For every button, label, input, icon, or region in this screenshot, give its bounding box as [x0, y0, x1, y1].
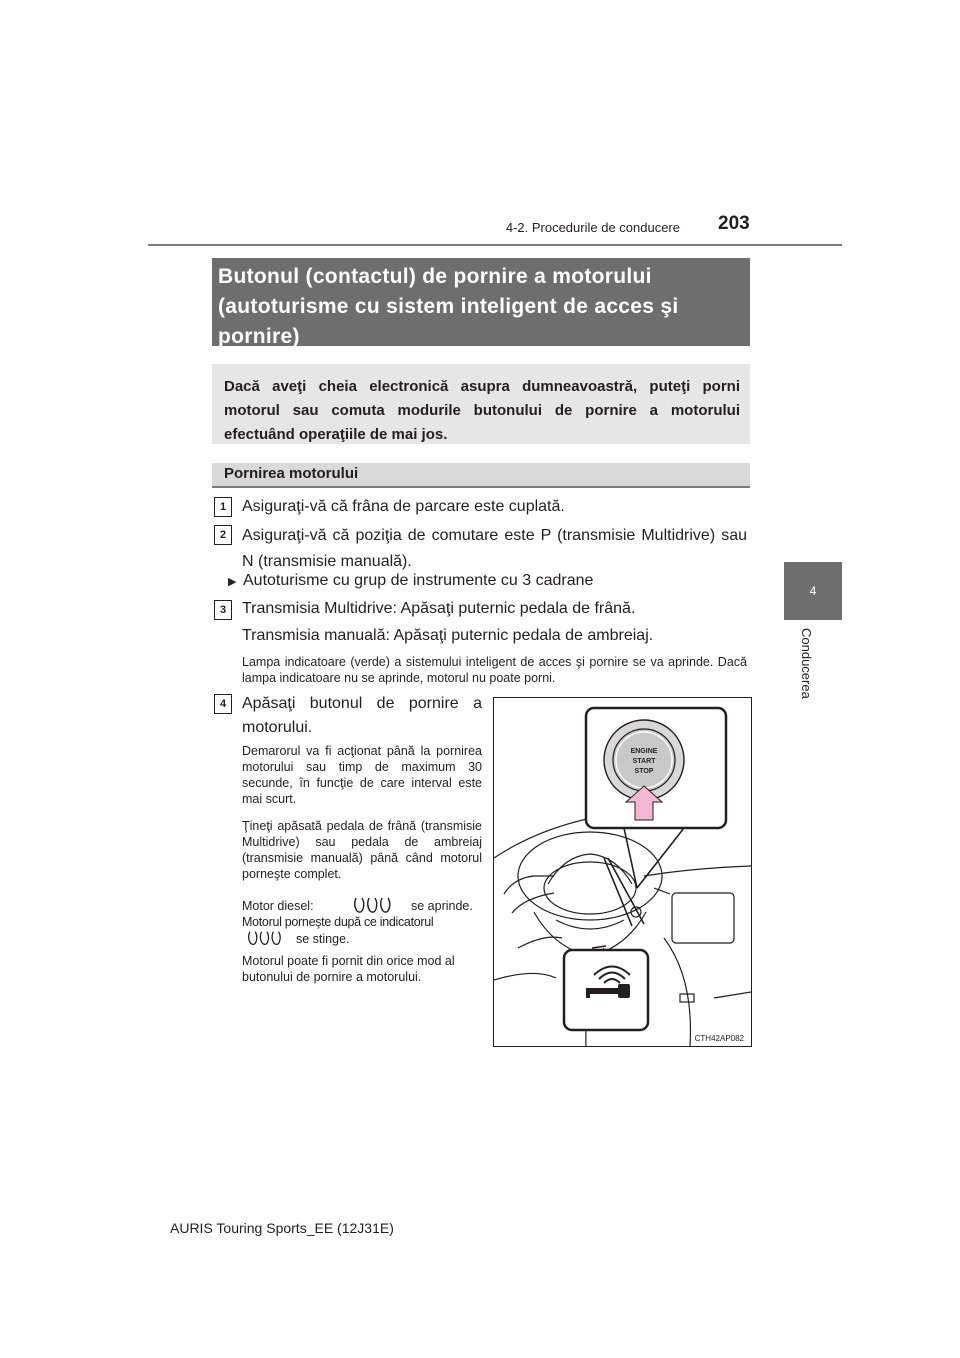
step-text: Asiguraţi-vă că poziţia de comutare este P (transmisie Multidrive) sau N (transmisie manuală). [242, 527, 747, 570]
step-note: se stinge. [296, 932, 350, 946]
section-header: 4-2. Procedurile de conducere [505, 220, 680, 235]
subheading [212, 463, 750, 488]
header-rule [148, 244, 842, 246]
step-note: Motorul porneşte după ce indicatorul [242, 915, 434, 929]
step-number: 1 [214, 497, 232, 517]
bullet-text: Autoturisme cu grup de instrumente cu 3 cadrane [243, 572, 594, 589]
step-text: Apăsaţi butonul de pornire a motorului. [242, 695, 482, 736]
button-text-engine: ENGINE [630, 748, 658, 755]
step-note: se aprinde. [411, 899, 473, 913]
step-note: Motorul poate fi pornit din orice mod al butonului de pornire a motorului. [242, 954, 455, 984]
step-text: Transmisia manuală: Apăsaţi puternic pedala de ambreiaj. [242, 627, 654, 644]
chapter-label: Conducerea [799, 628, 814, 699]
subheading-text: Pornirea motorului [224, 465, 359, 482]
step-note: Lampa indicatoare (verde) a sistemului inteligent de acces şi pornire se va aprinde. Dacă lampa indicatoare nu se aprinde, motorul nu poate porni. [242, 655, 747, 685]
step-number: 2 [214, 525, 232, 545]
intro-box [212, 364, 750, 444]
glow-plug-icon [352, 895, 396, 915]
step-number: 3 [214, 600, 232, 620]
title-line: (autoturisme cu sistem inteligent de acces şi [218, 295, 679, 318]
step-note: Demarorul va fi acţionat până la pornirea motorului sau timp de maximum 30 secunde, în funcţie de care interval este mai scurt. [242, 744, 482, 806]
step-text: Asiguraţi-vă că frâna de parcare este cuplată. [242, 498, 565, 515]
page-title [212, 258, 750, 346]
title-line: Butonul (contactul) de pornire a motorului [218, 265, 652, 288]
page-number: 203 [718, 213, 750, 234]
step-note: Ţineţi apăsată pedala de frână (transmisie Multidrive) sau pedala de ambreiaj (transmisie manuală) până când motorul porneşte complet. [242, 819, 482, 881]
step-text: Transmisia Multidrive: Apăsaţi puternic pedala de frână. [242, 600, 636, 617]
triangle-bullet-icon: ▶ [228, 576, 237, 588]
illustration [493, 697, 752, 1047]
figure-code: CTH42AP082 [694, 1034, 744, 1043]
step-note: Motor diesel: [242, 899, 314, 913]
footer-model: AURIS Touring Sports_EE (12J31E) [170, 1220, 394, 1236]
step-number: 4 [214, 694, 232, 714]
chapter-tab: 4 [784, 562, 842, 620]
title-line: pornire) [218, 325, 300, 348]
intro-text: Dacă aveţi cheia electronică asupra dumneavoastră, puteţi porni motorul sau comuta modurile butonului de pornire a motorului efectuând operaţiile de mai jos. [224, 378, 740, 443]
dashboard-illustration [494, 698, 751, 1046]
glow-plug-icon [246, 929, 286, 947]
button-text-stop: STOP [634, 768, 654, 775]
button-text-start: START [632, 758, 656, 765]
